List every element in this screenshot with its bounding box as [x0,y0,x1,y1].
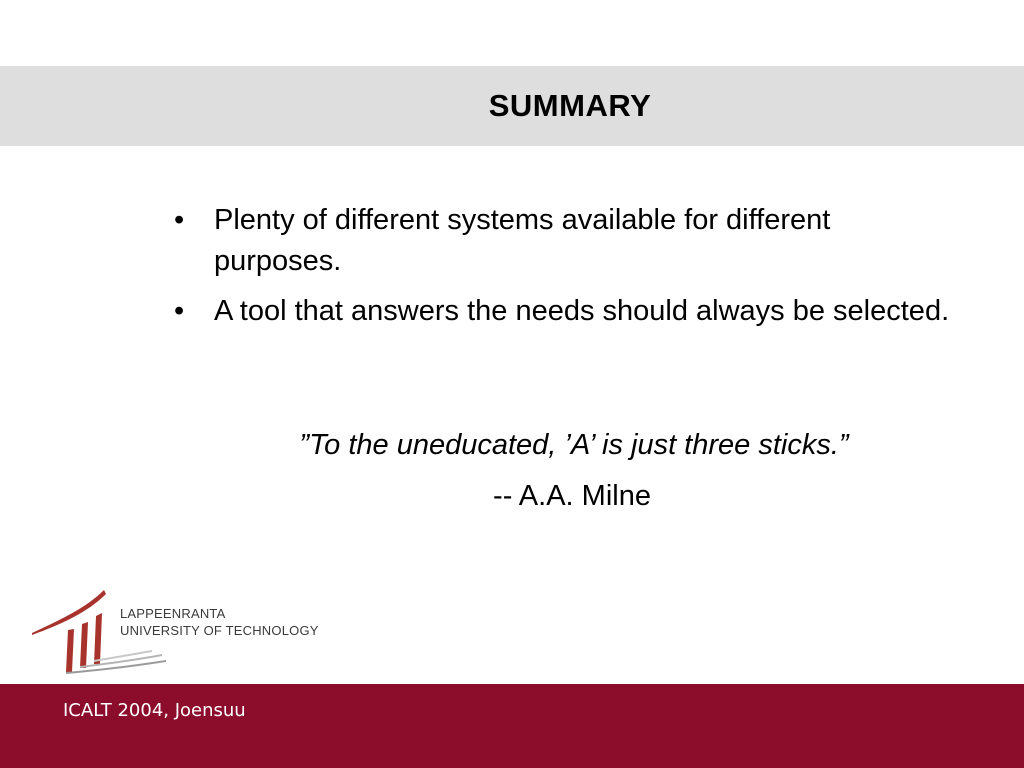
bullet-dot-icon: • [174,204,185,236]
bullet-item [172,200,962,282]
footer-band [0,684,1024,768]
bullet-item [172,291,962,332]
quote-text: ”To the uneducated, ’A’ is just three sticks.” [299,429,849,461]
bullet-list [172,200,962,341]
footer-text: ICALT 2004, Joensuu [63,700,246,721]
bullet-text: A tool that answers the needs should always be selected. [214,295,950,327]
logo-line1: LAPPEENRANTA [120,606,226,621]
bullet-text: Plenty of different systems available for different purposes. [214,204,831,277]
quote-author: -- A.A. Milne [493,480,651,512]
slide-title: SUMMARY [488,88,652,123]
bullet-dot-icon: • [174,295,185,327]
logo-line2: UNIVERSITY OF TECHNOLOGY [120,623,319,638]
